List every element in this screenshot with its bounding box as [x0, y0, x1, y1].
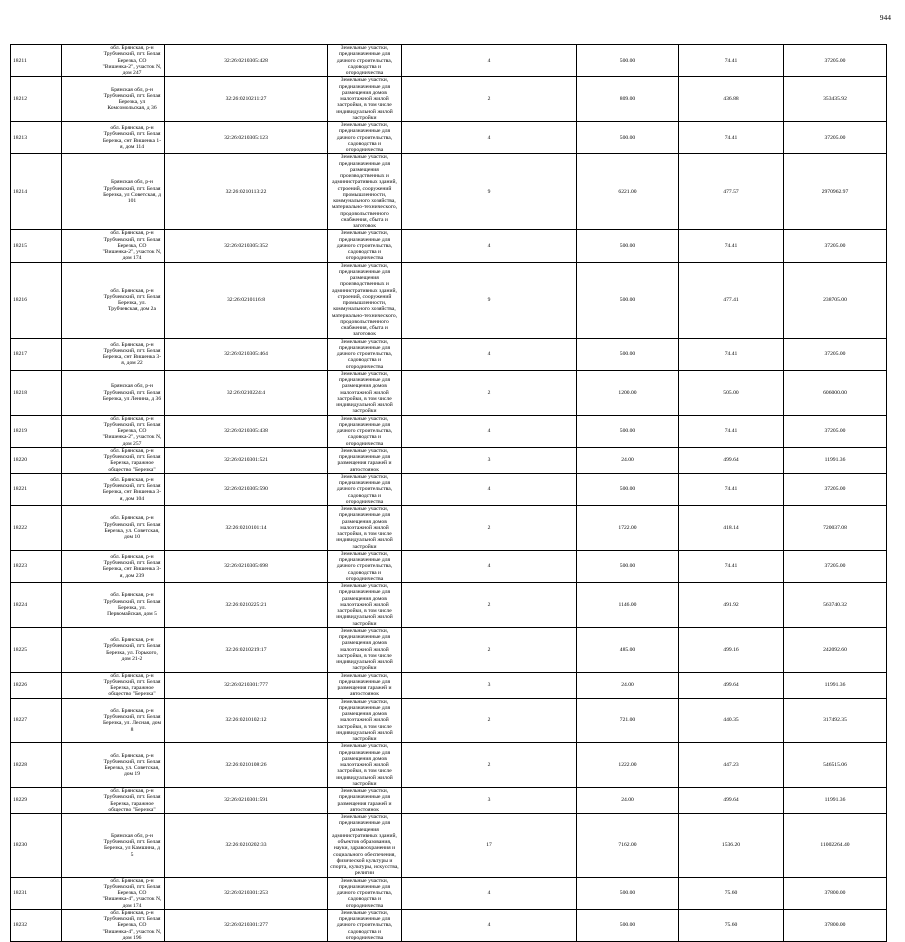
- table-row: [11, 473, 887, 505]
- table-row: [11, 550, 887, 582]
- table-row: [11, 672, 887, 698]
- land-use-cell: Земельные участки, предназначенные для размещения гаражей и автостоянок: [328, 447, 402, 473]
- unit-value-cell: 74.41: [679, 473, 784, 505]
- cadastral-number-cell: 32:26:0210305:428: [165, 45, 328, 77]
- cadastral-number-cell: 32:26:0210202:33: [165, 814, 328, 878]
- land-use-cell: Земельные участки, предназначенные для размещения производственных и административных зданий, строений, сооружений промышленности, коммунального хозяйства, материально-технического, продовольственного снабжения, сбыта и заготовок: [328, 262, 402, 338]
- cadastral-value-cell: 11002264.40: [784, 814, 887, 878]
- row-number-cell: 18222: [11, 506, 62, 551]
- address-cell: обл. Брянская, р-н Трубчевский, пгт. Белая Березка, СО "Вишенка-4", участок N, дом 196: [62, 909, 165, 941]
- unit-value-cell: 74.41: [679, 230, 784, 262]
- address-cell: обл. Брянская, р-н Трубчевский, пгт. Белая Березка, ул. Трубчевская, дом 2а: [62, 262, 165, 338]
- row-number-cell: 18231: [11, 877, 62, 909]
- row-number-cell: 18213: [11, 122, 62, 154]
- address-cell: обл. Брянская, р-н Трубчевский, пгт. Белая Березка, СО "Вишенка-2", участок N, дом 247: [62, 45, 165, 77]
- unit-value-cell: 499.64: [679, 788, 784, 814]
- area-cell: 24.00: [577, 672, 679, 698]
- address-cell: обл. Брянская, р-н Трубчевский, пгт. Белая Березка, снт Вишенка 3-я, дом 22: [62, 338, 165, 370]
- table-row: [11, 583, 887, 628]
- cadastral-number-cell: 32:26:0210225:21: [165, 583, 328, 628]
- row-number-cell: 18230: [11, 814, 62, 878]
- address-cell: обл. Брянская, р-н Трубчевский, пгт. Белая Березка, гаражное общество "Березка": [62, 788, 165, 814]
- row-number-cell: 18224: [11, 583, 62, 628]
- cadastral-number-cell: 32:26:0210305:438: [165, 415, 328, 447]
- table-row: [11, 909, 887, 941]
- unit-value-cell: 75.60: [679, 877, 784, 909]
- row-number-cell: 18232: [11, 909, 62, 941]
- row-number-cell: 18212: [11, 77, 62, 122]
- unit-value-cell: 74.41: [679, 122, 784, 154]
- address-cell: Брянская обл, р-н Трубчевский, пгт. Белая Березка, ул Ленина, д 36: [62, 370, 165, 415]
- address-cell: обл. Брянская, р-н Трубчевский, пгт. Белая Березка, гаражное общество "Березка": [62, 672, 165, 698]
- unit-value-cell: 436.88: [679, 77, 784, 122]
- address-cell: обл. Брянская, р-н Трубчевский, пгт. Белая Березка, ул. Первомайская, дом 5: [62, 583, 165, 628]
- cadastral-number-cell: 32:26:0210305:123: [165, 122, 328, 154]
- land-use-cell: Земельные участки, предназначенные для размещения домов малоэтажной жилой застройки, в том числе индивидуальной жилой застройки: [328, 370, 402, 415]
- cadastral-number-cell: 32:26:0210108:26: [165, 743, 328, 788]
- cadastral-value-cell: 2970962.97: [784, 154, 887, 230]
- row-number-cell: 18223: [11, 550, 62, 582]
- row-number-cell: 18215: [11, 230, 62, 262]
- cadastral-value-cell: 242092.60: [784, 627, 887, 672]
- address-cell: обл. Брянская, р-н Трубчевский, пгт. Белая Березка, СО "Вишенка-4", участок N, дом 174: [62, 877, 165, 909]
- row-number-cell: 18214: [11, 154, 62, 230]
- row-number-cell: 18221: [11, 473, 62, 505]
- row-number-cell: 18219: [11, 415, 62, 447]
- land-use-cell: Земельные участки, предназначенные для размещения домов малоэтажной жилой застройки, в том числе индивидуальной жилой застройки: [328, 77, 402, 122]
- cadastral-value-cell: 37800.00: [784, 909, 887, 941]
- land-use-cell: Земельные участки, предназначенные для дачного строительства, садоводства и огородничества: [328, 415, 402, 447]
- cadastral-number-cell: 32:26:0210113:22: [165, 154, 328, 230]
- land-register-table: [10, 44, 887, 942]
- land-use-cell: Земельные участки, предназначенные для размещения гаражей и автостоянок: [328, 672, 402, 698]
- table-row: [11, 447, 887, 473]
- category-cell: 2: [402, 77, 577, 122]
- cadastral-value-cell: 720037.08: [784, 506, 887, 551]
- cadastral-value-cell: 37800.00: [784, 877, 887, 909]
- cadastral-number-cell: 32:26:0210116:8: [165, 262, 328, 338]
- row-number-cell: 18216: [11, 262, 62, 338]
- area-cell: 1146.00: [577, 583, 679, 628]
- address-cell: обл. Брянская, р-н Трубчевский, пгт. Белая Березка, снт Вишенка 1-я, дом 114: [62, 122, 165, 154]
- cadastral-value-cell: 606000.00: [784, 370, 887, 415]
- cadastral-number-cell: 32:26:0210301:777: [165, 672, 328, 698]
- category-cell: 4: [402, 45, 577, 77]
- unit-value-cell: 74.41: [679, 45, 784, 77]
- table-row: [11, 415, 887, 447]
- cadastral-value-cell: 317492.35: [784, 698, 887, 743]
- area-cell: 500.00: [577, 473, 679, 505]
- area-cell: 500.00: [577, 877, 679, 909]
- table-row: [11, 370, 887, 415]
- category-cell: 4: [402, 122, 577, 154]
- cadastral-value-cell: 37205.00: [784, 45, 887, 77]
- cadastral-value-cell: 11991.36: [784, 672, 887, 698]
- land-use-cell: Земельные участки, предназначенные для размещения гаражей и автостоянок: [328, 788, 402, 814]
- land-use-cell: Земельные участки, предназначенные для размещения домов малоэтажной жилой застройки, в том числе индивидуальной жилой застройки: [328, 583, 402, 628]
- category-cell: 2: [402, 506, 577, 551]
- unit-value-cell: 505.00: [679, 370, 784, 415]
- cadastral-value-cell: 37205.00: [784, 415, 887, 447]
- cadastral-value-cell: 563740.32: [784, 583, 887, 628]
- unit-value-cell: 74.41: [679, 338, 784, 370]
- category-cell: 2: [402, 583, 577, 628]
- cadastral-number-cell: 32:26:0210305:590: [165, 473, 328, 505]
- page-number: 944: [879, 13, 891, 22]
- unit-value-cell: 477.41: [679, 262, 784, 338]
- unit-value-cell: 75.60: [679, 909, 784, 941]
- category-cell: 3: [402, 788, 577, 814]
- row-number-cell: 18226: [11, 672, 62, 698]
- land-use-cell: Земельные участки, предназначенные для размещения административных зданий, объектов образования, науки, здравоохранения и социального обеспечения, физической культуры и спорта, культуры, искусства, религии: [328, 814, 402, 878]
- row-number-cell: 18218: [11, 370, 62, 415]
- land-use-cell: Земельные участки, предназначенные для дачного строительства, садоводства и огородничества: [328, 473, 402, 505]
- table-row: [11, 262, 887, 338]
- area-cell: 1222.00: [577, 743, 679, 788]
- cadastral-number-cell: 32:26:0210305:352: [165, 230, 328, 262]
- cadastral-number-cell: 32:26:0210301:521: [165, 447, 328, 473]
- land-use-cell: Земельные участки, предназначенные для дачного строительства, садоводства и огородничества: [328, 550, 402, 582]
- area-cell: 721.00: [577, 698, 679, 743]
- land-use-cell: Земельные участки, предназначенные для дачного строительства, садоводства и огородничества: [328, 877, 402, 909]
- unit-value-cell: 74.41: [679, 550, 784, 582]
- table-row: [11, 743, 887, 788]
- area-cell: 809.00: [577, 77, 679, 122]
- cadastral-value-cell: 37205.00: [784, 550, 887, 582]
- table-row: [11, 154, 887, 230]
- unit-value-cell: 418.14: [679, 506, 784, 551]
- unit-value-cell: 440.35: [679, 698, 784, 743]
- address-cell: обл. Брянская, р-н Трубчевский, пгт. Белая Березка, ул. Советская, дом 10: [62, 506, 165, 551]
- cadastral-value-cell: 37205.00: [784, 122, 887, 154]
- category-cell: 17: [402, 814, 577, 878]
- address-cell: обл. Брянская, р-н Трубчевский, пгт. Белая Березка, СО "Вишенка-2", участок N, дом 174: [62, 230, 165, 262]
- table-row: [11, 230, 887, 262]
- table-row: [11, 77, 887, 122]
- cadastral-value-cell: 37205.00: [784, 473, 887, 505]
- area-cell: 500.00: [577, 262, 679, 338]
- cadastral-number-cell: 32:26:0210101:14: [165, 506, 328, 551]
- row-number-cell: 18228: [11, 743, 62, 788]
- row-number-cell: 18227: [11, 698, 62, 743]
- address-cell: обл. Брянская, р-н Трубчевский, пгт. Белая Березка, гаражное общество "Березка": [62, 447, 165, 473]
- cadastral-value-cell: 11991.36: [784, 447, 887, 473]
- land-use-cell: Земельные участки, предназначенные для дачного строительства, садоводства и огородничества: [328, 45, 402, 77]
- land-use-cell: Земельные участки, предназначенные для дачного строительства, садоводства и огородничества: [328, 230, 402, 262]
- area-cell: 1722.00: [577, 506, 679, 551]
- category-cell: 9: [402, 262, 577, 338]
- category-cell: 2: [402, 370, 577, 415]
- area-cell: 485.00: [577, 627, 679, 672]
- land-use-cell: Земельные участки, предназначенные для размещения домов малоэтажной жилой застройки, в том числе индивидуальной жилой застройки: [328, 627, 402, 672]
- area-cell: 500.00: [577, 550, 679, 582]
- land-use-cell: Земельные участки, предназначенные для размещения домов малоэтажной жилой застройки, в том числе индивидуальной жилой застройки: [328, 743, 402, 788]
- cadastral-value-cell: 11991.36: [784, 788, 887, 814]
- table-row: [11, 788, 887, 814]
- address-cell: обл. Брянская, р-н Трубчевский, пгт. Белая Березка, снт Вишенка 3-я, дом 239: [62, 550, 165, 582]
- category-cell: 4: [402, 415, 577, 447]
- land-use-cell: Земельные участки, предназначенные для размещения домов малоэтажной жилой застройки, в том числе индивидуальной жилой застройки: [328, 506, 402, 551]
- cadastral-value-cell: 353435.92: [784, 77, 887, 122]
- address-cell: обл. Брянская, р-н Трубчевский, пгт. Белая Березка, снт Вишенка 3-я, дом 104: [62, 473, 165, 505]
- category-cell: 4: [402, 338, 577, 370]
- category-cell: 4: [402, 877, 577, 909]
- table-row: [11, 877, 887, 909]
- category-cell: 4: [402, 909, 577, 941]
- land-use-cell: Земельные участки, предназначенные для размещения производственных и административных зданий, строений, сооружений промышленности, коммунального хозяйства, материально-технического, продовольственного снабжения, сбыта и заготовок: [328, 154, 402, 230]
- area-cell: 7162.00: [577, 814, 679, 878]
- address-cell: обл. Брянская, р-н Трубчевский, пгт. Белая Березка, ул. Советская, дом 19: [62, 743, 165, 788]
- category-cell: 2: [402, 698, 577, 743]
- unit-value-cell: 499.64: [679, 672, 784, 698]
- cadastral-number-cell: 32:26:0210219:17: [165, 627, 328, 672]
- table-row: [11, 814, 887, 878]
- cadastral-value-cell: 546515.06: [784, 743, 887, 788]
- area-cell: 500.00: [577, 122, 679, 154]
- row-number-cell: 18229: [11, 788, 62, 814]
- table-row: [11, 698, 887, 743]
- address-cell: обл. Брянская, р-н Трубчевский, пгт. Белая Березка, ул. Лесная, дом 8: [62, 698, 165, 743]
- land-use-cell: Земельные участки, предназначенные для дачного строительства, садоводства и огородничества: [328, 122, 402, 154]
- area-cell: 500.00: [577, 415, 679, 447]
- land-use-cell: Земельные участки, предназначенные для дачного строительства, садоводства и огородничества: [328, 909, 402, 941]
- area-cell: 500.00: [577, 338, 679, 370]
- category-cell: 4: [402, 550, 577, 582]
- address-cell: Брянская обл, р-н Трубчевский, пгт. Белая Березка, ул Комсомольская, д 36: [62, 77, 165, 122]
- area-cell: 1200.00: [577, 370, 679, 415]
- address-cell: Брянская обл, р-н Трубчевский, пгт. Белая Березка, ул Камшина, д 5: [62, 814, 165, 878]
- area-cell: 500.00: [577, 45, 679, 77]
- unit-value-cell: 1536.20: [679, 814, 784, 878]
- unit-value-cell: 74.41: [679, 415, 784, 447]
- category-cell: 4: [402, 230, 577, 262]
- table-row: [11, 338, 887, 370]
- land-use-cell: Земельные участки, предназначенные для дачного строительства, садоводства и огородничества: [328, 338, 402, 370]
- area-cell: 500.00: [577, 909, 679, 941]
- table-row: [11, 627, 887, 672]
- cadastral-value-cell: 238705.00: [784, 262, 887, 338]
- cadastral-value-cell: 37205.00: [784, 230, 887, 262]
- row-number-cell: 18225: [11, 627, 62, 672]
- category-cell: 2: [402, 743, 577, 788]
- address-cell: Брянская обл, р-н Трубчевский, пгт. Белая Березка, ул Советская, д 101: [62, 154, 165, 230]
- cadastral-value-cell: 37205.00: [784, 338, 887, 370]
- unit-value-cell: 447.23: [679, 743, 784, 788]
- cadastral-number-cell: 32:26:0210224:4: [165, 370, 328, 415]
- table-row: [11, 45, 887, 77]
- cadastral-number-cell: 32:26:0210301:253: [165, 877, 328, 909]
- address-cell: обл. Брянская, р-н Трубчевский, пгт. Белая Березка, ул. Горького, дом 21-2: [62, 627, 165, 672]
- row-number-cell: 18217: [11, 338, 62, 370]
- category-cell: 2: [402, 627, 577, 672]
- row-number-cell: 18211: [11, 45, 62, 77]
- row-number-cell: 18220: [11, 447, 62, 473]
- area-cell: 24.00: [577, 788, 679, 814]
- unit-value-cell: 499.16: [679, 627, 784, 672]
- cadastral-number-cell: 32:26:0210211:27: [165, 77, 328, 122]
- area-cell: 24.00: [577, 447, 679, 473]
- table-row: [11, 122, 887, 154]
- cadastral-number-cell: 32:26:0210102:12: [165, 698, 328, 743]
- address-cell: обл. Брянская, р-н Трубчевский, пгт. Белая Березка, СО "Вишенка-2", участок N, дом 257: [62, 415, 165, 447]
- unit-value-cell: 477.57: [679, 154, 784, 230]
- area-cell: 6221.00: [577, 154, 679, 230]
- land-use-cell: Земельные участки, предназначенные для размещения домов малоэтажной жилой застройки, в том числе индивидуальной жилой застройки: [328, 698, 402, 743]
- area-cell: 500.00: [577, 230, 679, 262]
- cadastral-number-cell: 32:26:0210305:464: [165, 338, 328, 370]
- category-cell: 3: [402, 672, 577, 698]
- category-cell: 9: [402, 154, 577, 230]
- unit-value-cell: 491.92: [679, 583, 784, 628]
- cadastral-number-cell: 32:26:0210301:591: [165, 788, 328, 814]
- category-cell: 4: [402, 473, 577, 505]
- table-row: [11, 506, 887, 551]
- unit-value-cell: 499.64: [679, 447, 784, 473]
- cadastral-number-cell: 32:26:0210301:277: [165, 909, 328, 941]
- cadastral-number-cell: 32:26:0210305:698: [165, 550, 328, 582]
- category-cell: 3: [402, 447, 577, 473]
